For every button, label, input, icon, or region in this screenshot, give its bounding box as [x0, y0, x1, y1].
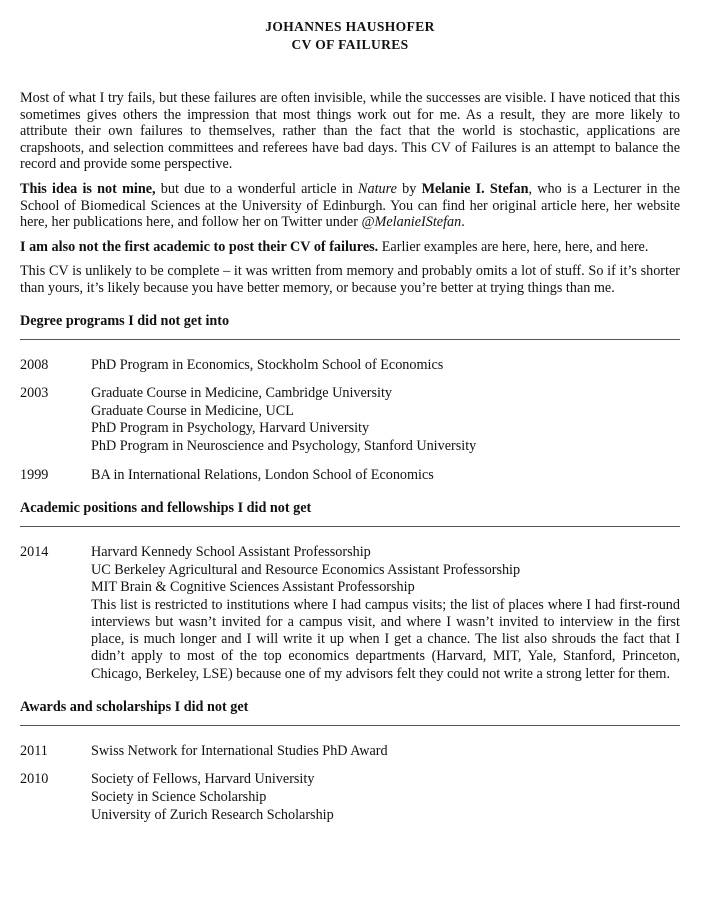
degrees-heading: Degree programs I did not get into [20, 312, 230, 329]
entry-year: 2003 [20, 385, 49, 402]
degrees-entry-1999 [20, 467, 680, 485]
section-divider [20, 725, 680, 726]
section-divider [20, 526, 680, 527]
awards-entry-2011 [20, 743, 680, 761]
awards-entries [20, 743, 680, 824]
intro-section [20, 90, 680, 297]
document-title: CV OF FAILURES [291, 37, 409, 52]
intro-paragraph-2 [20, 181, 680, 231]
entry-item: Society in Science Scholarship [91, 789, 267, 806]
entry-items [91, 467, 680, 485]
entry-year: 2010 [20, 771, 49, 788]
positions-entry-2014 [20, 544, 680, 683]
entry-items [91, 771, 680, 824]
entry-item: Society of Fellows, Harvard University [91, 771, 315, 788]
entry-year: 2008 [20, 356, 49, 373]
entry-item: PhD Program in Neuroscience and Psychology, Stanford University [91, 437, 477, 454]
degrees-entry-2003 [20, 385, 680, 455]
intro-paragraph-2-end: . [461, 214, 465, 231]
cv-page [20, 0, 680, 835]
section-divider [20, 339, 680, 340]
positions-entries [20, 544, 680, 683]
entry-item: Swiss Network for International Studies PhD Award [91, 742, 388, 759]
intro-paragraph-2-text-b: by [396, 180, 422, 197]
awards-section [20, 699, 680, 824]
intro-paragraph-3-lead: I am also not the first academic to post their CV of failures. [20, 238, 379, 255]
entry-items [91, 385, 680, 455]
entry-item: Harvard Kennedy School Assistant Professorship [91, 544, 371, 561]
entry-items [91, 544, 680, 683]
author-name: JOHANNES HAUSHOFER [265, 19, 435, 34]
entry-items [91, 743, 680, 761]
title-block [20, 0, 680, 54]
intro-paragraph-3 [20, 239, 680, 256]
entry-items [91, 357, 680, 375]
entry-year: 2011 [20, 742, 48, 759]
entry-item: Graduate Course in Medicine, Cambridge University [91, 385, 393, 402]
journal-name: Nature [358, 180, 397, 197]
intro-paragraph-2-lead: This idea is not mine, [20, 180, 156, 197]
positions-section [20, 500, 680, 683]
entry-item: PhD Program in Psychology, Harvard University [91, 420, 370, 437]
entry-year: 2014 [20, 544, 49, 561]
original-author-name: Melanie I. Stefan [421, 180, 529, 197]
intro-paragraph-1: Most of what I try fails, but these failures are often invisible, while the successes are visible. I have noticed that this sometimes gives others the impression that most things work out for me. As a result, they are more likely to attribute their own failures to themselves, rather than the fact that the world is stochastic, applications are crapshoots, and selection committees and referees have bad days. This CV of Failures is an attempt to balance the record and provide some perspective. [20, 90, 680, 173]
twitter-handle: @MelanieIStefan [361, 214, 462, 231]
entry-note: This list is restricted to institutions where I had campus visits; the list of places where I had first-round interviews but wasn’t invited for a campus visit, and where I wasn’t invited to interview in the first place, is much longer and I will write it up when I get a chance. The list also shrouds the fact that I didn’t apply to most of the top economics departments (Harvard, MIT, Yale, Stanford, Princeton, Chicago, Berkeley, LSE) because one of my advisors felt they could not write a strong letter for them. [91, 596, 680, 682]
awards-heading: Awards and scholarships I did not get [20, 698, 249, 715]
entry-item: Graduate Course in Medicine, UCL [91, 402, 294, 419]
degrees-section [20, 313, 680, 485]
positions-heading: Academic positions and fellowships I did not get [20, 500, 312, 517]
intro-paragraph-4: This CV is unlikely to be complete – it was written from memory and probably omits a lot of stuff. So if it’s shorter than yours, it’s likely because you have better memory, or because you’re better at trying things than me. [20, 263, 680, 296]
entry-item: University of Zurich Research Scholarship [91, 806, 334, 823]
intro-paragraph-3-text: Earlier examples are here, here, here, and here. [378, 238, 649, 255]
awards-entry-2010 [20, 771, 680, 824]
intro-paragraph-2-text-c: , who is a Lecturer in the School of Biomedical Sciences at the University of Edinburgh. You can find her original article here, her website here, her publications here, and follow her on Twitter under [20, 180, 680, 231]
entry-item: BA in International Relations, London School of Economics [91, 466, 434, 483]
degrees-entry-2008 [20, 357, 680, 375]
entry-item: UC Berkeley Agricultural and Resource Economics Assistant Professorship [91, 561, 521, 578]
entry-item: MIT Brain & Cognitive Sciences Assistant Professorship [91, 579, 415, 596]
degrees-entries [20, 357, 680, 485]
entry-year: 1999 [20, 466, 49, 483]
intro-paragraph-2-text-a: but due to a wonderful article in [155, 180, 359, 197]
entry-item: PhD Program in Economics, Stockholm School of Economics [91, 356, 444, 373]
